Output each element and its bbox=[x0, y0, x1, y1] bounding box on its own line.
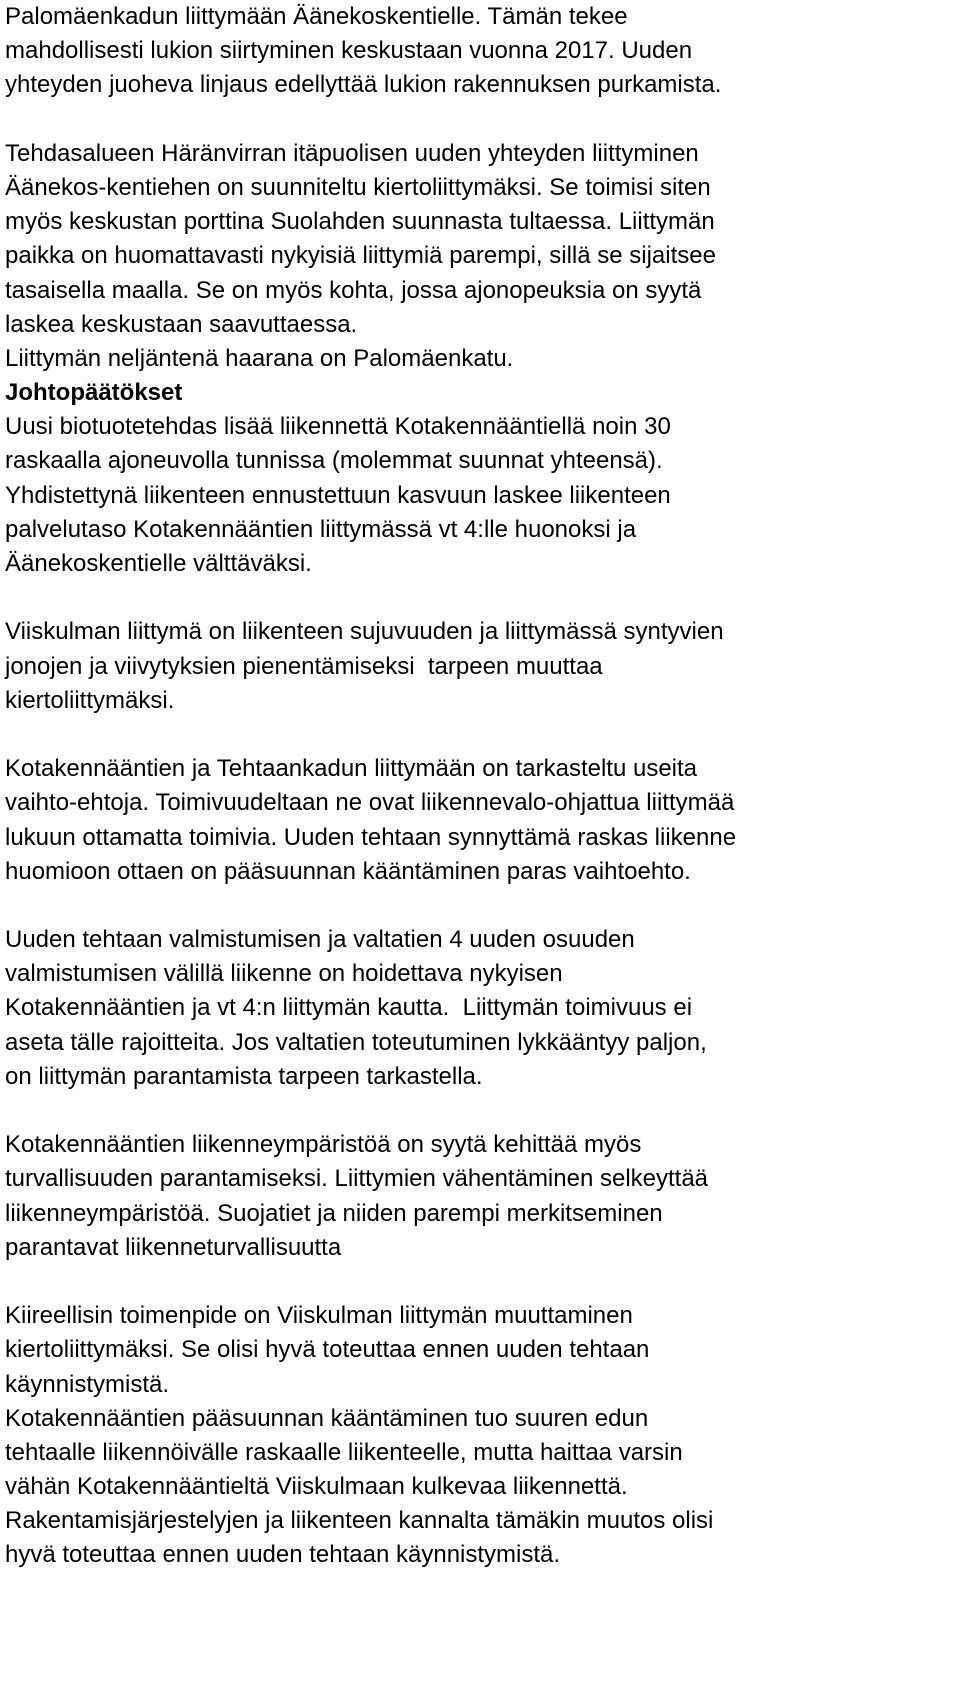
text-line: Liittymän neljäntenä haarana on Palomäenkatu. bbox=[5, 344, 514, 372]
paragraph-gap bbox=[5, 581, 960, 615]
text-line: Äänekos-kentiehen on suunniteltu kiertoliittymäksi. Se toimisi siten bbox=[5, 173, 711, 201]
paragraph-tehtaankatu bbox=[5, 752, 960, 889]
text-line: Uusi biotuotetehdas lisää liikennettä Kotakennääntiellä noin 30 bbox=[5, 413, 671, 441]
paragraph-gap bbox=[5, 1265, 960, 1299]
paragraph-gap bbox=[5, 889, 960, 923]
text-line: vaihto-ehtoja. Toimivuudeltaan ne ovat liikennevalo-ohjattua liittymää bbox=[5, 789, 735, 817]
text-line: Kotakennääntien pääsuunnan kääntäminen tuo suuren edun bbox=[5, 1404, 649, 1432]
text-line: Yhdistettynä liikenteen ennustettuun kasvuun laskee liikenteen bbox=[5, 481, 671, 509]
paragraph-valtatie bbox=[5, 923, 960, 1094]
text-line: liikenneympäristöä. Suojatiet ja niiden parempi merkitseminen bbox=[5, 1199, 663, 1227]
text-line: on liittymän parantamista tarpeen tarkastella. bbox=[5, 1062, 483, 1090]
text-line: vähän Kotakennääntieltä Viiskulmaan kulkevaa liikennettä. bbox=[5, 1473, 628, 1501]
text-line: Uuden tehtaan valmistumisen ja valtatien 4 uuden osuuden bbox=[5, 926, 635, 954]
paragraph-palomaenkatu bbox=[5, 0, 960, 103]
text-line: laskea keskustaan saavuttaessa. bbox=[5, 310, 358, 338]
text-line: parantavat liikenneturvallisuutta bbox=[5, 1233, 342, 1261]
text-line: Viiskulman liittymä on liikenteen sujuvuuden ja liittymässä syntyvien bbox=[5, 618, 724, 646]
text-line: hyvä toteuttaa ennen uuden tehtaan käynnistymistä. bbox=[5, 1541, 561, 1569]
text-line: huomioon ottaen on pääsuunnan kääntäminen paras vaihtoehto. bbox=[5, 857, 691, 885]
paragraph-kiireellisin bbox=[5, 1299, 960, 1573]
text-line: tehtaalle liikennöivälle raskaalle liikenteelle, mutta haittaa varsin bbox=[5, 1438, 683, 1466]
text-line: myös keskustan porttina Suolahden suunnasta tultaessa. Liittymän bbox=[5, 208, 715, 236]
text-line: mahdollisesti lukion siirtyminen keskustaan vuonna 2017. Uuden bbox=[5, 37, 693, 65]
section-heading: Johtopäätökset bbox=[5, 379, 183, 407]
paragraph-viiskulma bbox=[5, 615, 960, 718]
text-line: Palomäenkadun liittymään Äänekoskentielle. Tämän tekee bbox=[5, 3, 628, 30]
text-line: Äänekoskentielle välttäväksi. bbox=[5, 550, 312, 577]
text-line: raskaalla ajoneuvolla tunnissa (molemmat suunnat yhteensä). bbox=[5, 447, 663, 475]
text-line: yhteyden juoheva linjaus edellyttää lukion rakennuksen purkamista. bbox=[5, 71, 722, 99]
text-line: Kotakennääntien ja vt 4:n liittymän kautta. Liittymän toimivuus ei bbox=[5, 994, 693, 1022]
text-line: turvallisuuden parantamiseksi. Liittymien vähentäminen selkeyttää bbox=[5, 1165, 709, 1193]
paragraph-biotuotetehdas bbox=[5, 410, 960, 581]
paragraph-gap bbox=[5, 1094, 960, 1128]
text-line: aseta tälle rajoitteita. Jos valtatien toteutuminen lykkääntyy paljon, bbox=[5, 1028, 707, 1056]
text-line: Tehdasalueen Häränvirran itäpuolisen uuden yhteyden liittyminen bbox=[5, 139, 699, 167]
text-line: Rakentamisjärjestelyjen ja liikenteen kannalta tämäkin muutos olisi bbox=[5, 1507, 714, 1535]
text-line: Kotakennääntien liikenneympäristöä on syytä kehittää myös bbox=[5, 1131, 642, 1159]
text-line: kiertoliittymäksi. bbox=[5, 686, 175, 714]
text-line: valmistumisen välillä liikenne on hoidettava nykyisen bbox=[5, 960, 563, 988]
text-line: Kiireellisin toimenpide on Viiskulman liittymän muuttaminen bbox=[5, 1302, 633, 1330]
text-line: tasaisella maalla. Se on myös kohta, jossa ajonopeuksia on syytä bbox=[5, 276, 702, 304]
paragraph-gap bbox=[5, 103, 960, 137]
paragraph-gap bbox=[5, 718, 960, 752]
text-line: lukuun ottamatta toimivia. Uuden tehtaan synnyttämä raskas liikenne bbox=[5, 823, 737, 851]
text-line: paikka on huomattavasti nykyisiä liittymiä parempi, sillä se sijaitsee bbox=[5, 242, 716, 270]
text-line: käynnistymistä. bbox=[5, 1370, 170, 1398]
text-line: jonojen ja viivytyksien pienentämiseksi tarpeen muuttaa bbox=[5, 652, 603, 680]
text-line: kiertoliittymäksi. Se olisi hyvä toteuttaa ennen uuden tehtaan bbox=[5, 1336, 650, 1364]
paragraph-tehdasalue bbox=[5, 137, 960, 376]
text-line: palvelutaso Kotakennääntien liittymässä vt 4:lle huonoksi ja bbox=[5, 515, 637, 543]
paragraph-liikenneymparisto bbox=[5, 1128, 960, 1265]
text-line: Kotakennääntien ja Tehtaankadun liittymään on tarkasteltu useita bbox=[5, 755, 698, 783]
